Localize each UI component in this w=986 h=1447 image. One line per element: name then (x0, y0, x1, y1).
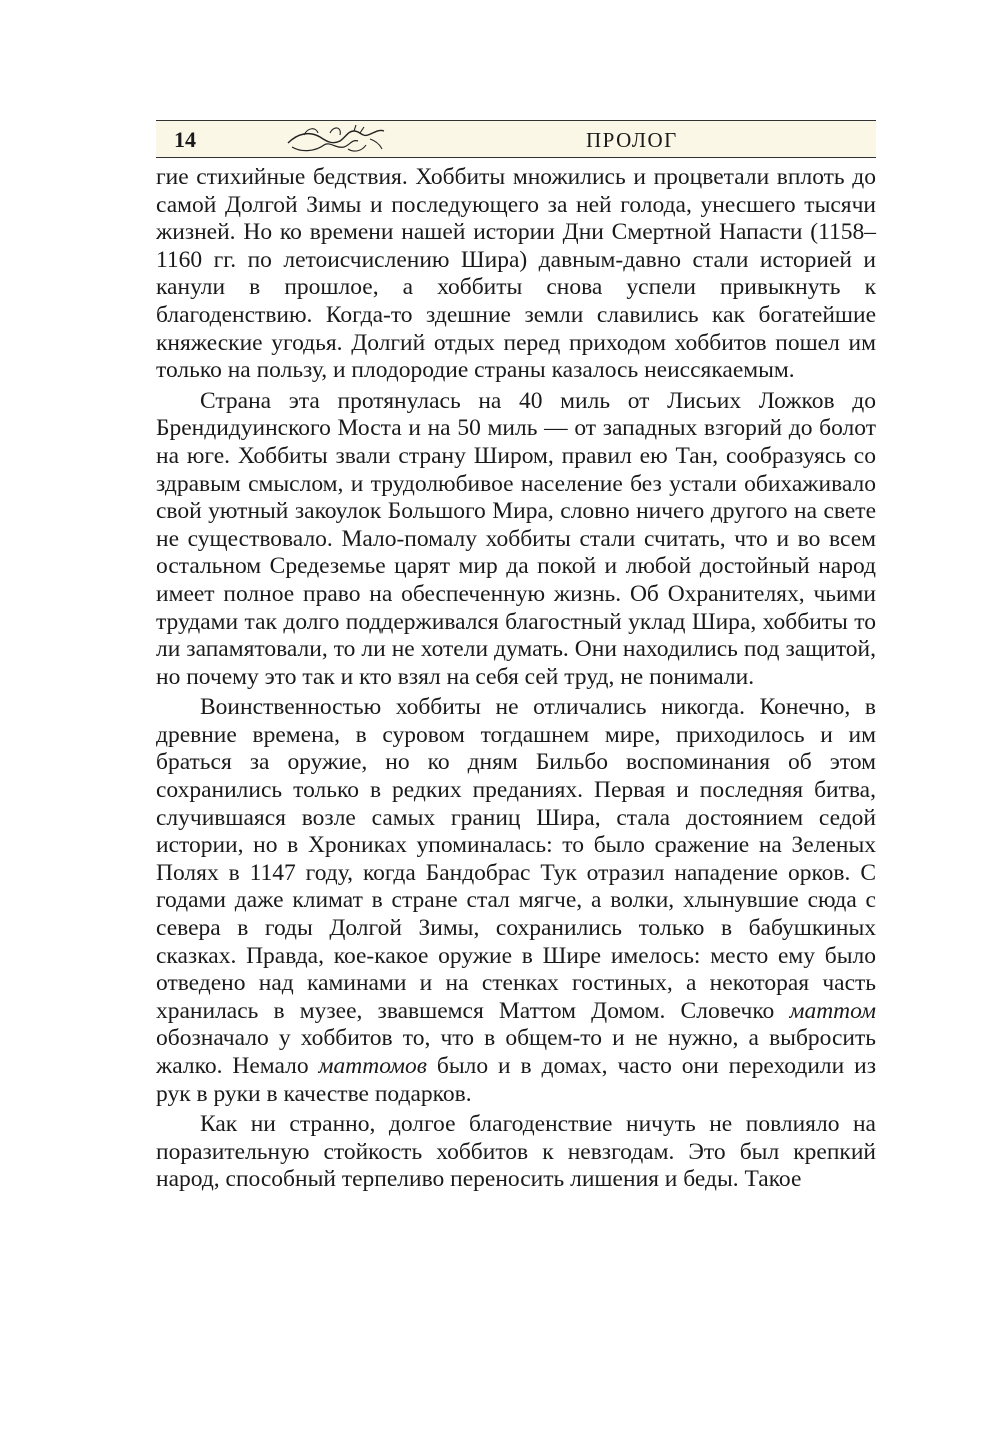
paragraph-3-part-c: было и в домах, часто они переходили из рук в руки в качестве подарков. (156, 1053, 876, 1107)
paragraph-3 (156, 694, 876, 1108)
dragon-ornament-icon (284, 123, 388, 155)
running-header (156, 120, 876, 158)
paragraph-1: гие стихийные бедствия. Хоббиты множились и процветали вплоть до самой Долгой Зимы и последующего за ней голода, унесшего тысячи жизней. Но ко времени нашей истории Дни Смертной Напасти (1158–1160 гг. по летоисчислению Шира) давным-давно стали историей и канули в прошлое, а хоббиты снова успели привыкнуть к благоденствию. Когда-то здешние земли славились как богатейшие княжеские угодья. Долгий отдых перед приходом хоббитов пошел им только на пользу, и плодородие страны казалось неиссякаемым. (156, 164, 876, 384)
paragraph-2: Страна эта протянулась на 40 миль от Лисьих Ложков до Брендидуинского Моста и на 50 миль — от западных взгорий до болот на юге. Хоббиты звали страну Широм, правил ею Тан, сообразуясь со здравым смыслом, и трудолюбивое население без устали обихаживало свой уютный закоулок Большого Мира, словно ничего другого на свете не существовало. Мало-помалу хоббиты стали считать, что и во всем остальном Средеземье царят мир да покой и любой достойный народ имеет полное право на обеспеченную жизнь. Об Охранителях, чьими трудами так долго поддерживался благостный уклад Шира, хоббиты то ли запамятовали, то ли не хотели думать. Они находились под защитой, но почему это так и кто взял на себя сей труд, не понимали. (156, 387, 876, 690)
paragraph-3-part-a: Воинственностью хоббиты не отличались никогда. Конечно, в древние времена, в суровом тогдашнем мире, приходилось и им браться за оружие, но ко дням Бильбо воспоминания об этом сохранились только в редких преданиях. Первая и последняя битва, случившаяся возле самых границ Шира, стала достоянием седой истории, но в Хрониках упоминалась: то было сражение на Зеленых Полях в 1147 году, когда Бандобрас Тук отразил нападение орков. С годами даже климат в стране стал мягче, а волки, хлынувшие сюда с севера в годы Долгой Зимы, сохранились только в бабушкиных сказках. Правда, кое-какое оружие в Шире имелось: место ему было отведено над каминами и на стенках гостиных, а некоторая часть хранилась в музее, звавшемся Маттом Домом. Словечко (156, 694, 876, 1024)
term-mattomov: маттомов (318, 1053, 427, 1079)
term-mattom: маттом (789, 997, 876, 1024)
page-number: 14 (174, 127, 196, 152)
paragraph-4: Как ни странно, долгое благоденствие ничуть не повлияло на поразительную стойкость хоббитов к невзгодам. Это был крепкий народ, способный терпеливо переносить лишения и беды. Такое (156, 1111, 876, 1193)
body-text (156, 164, 876, 1197)
running-head-title: ПРОЛОГ (586, 128, 678, 152)
paragraph-3-part-b: обозначало у хоббитов то, что в общем-то и не нужно, а выбросить жалко. Немало (156, 1025, 876, 1079)
